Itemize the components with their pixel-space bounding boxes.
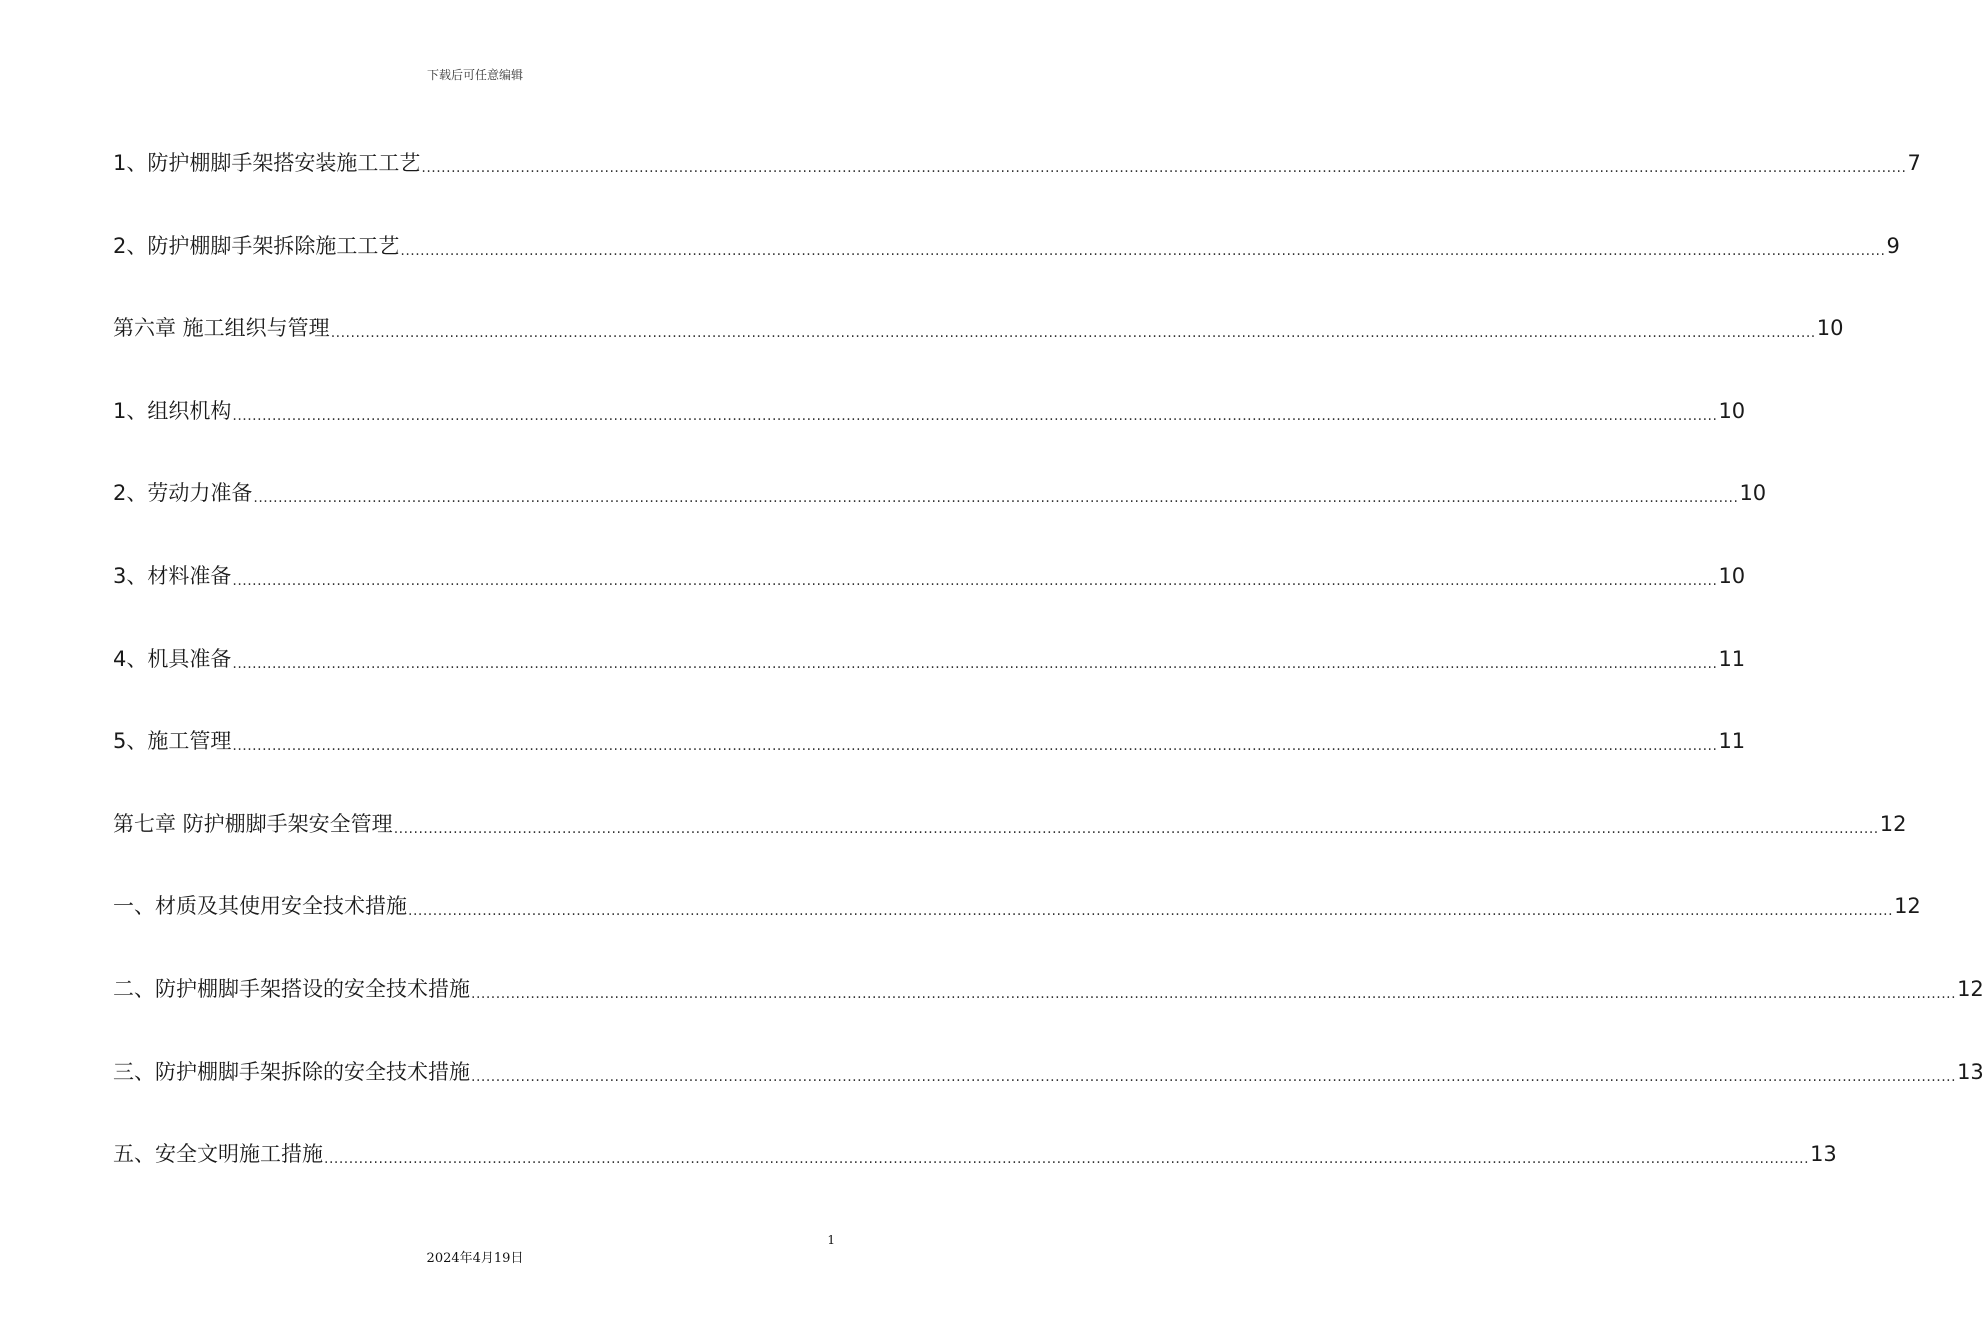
toc-entry-title: 2、劳动力准备	[113, 481, 253, 506]
toc-dot-leader: ............................................................................................................................................................................................................................................................................................................	[400, 242, 1886, 259]
toc-dot-leader: ............................................................................................................................................................................................................................................................................................................	[232, 407, 1718, 424]
toc-entry-page: 12	[1894, 894, 1921, 919]
toc-entry-page: 12	[1957, 976, 1984, 1001]
toc-entry[interactable]	[113, 556, 1746, 639]
toc-entry-page: 10	[1739, 481, 1767, 506]
toc-entry-page: 13	[1957, 1059, 1984, 1084]
toc-entry-title: 第六章 施工组织与管理	[113, 316, 330, 341]
toc-dot-leader: ............................................................................................................................................................................................................................................................................................................	[324, 1151, 1810, 1168]
toc-dot-leader: ............................................................................................................................................................................................................................................................................................................	[408, 903, 1894, 920]
toc-entry[interactable]	[113, 639, 1746, 722]
toc-entry[interactable]	[113, 391, 1746, 474]
toc-entry-title: 5、施工管理	[113, 729, 232, 754]
toc-dot-leader: ............................................................................................................................................................................................................................................................................................................	[471, 985, 1957, 1002]
toc-entry-title: 二、防护棚脚手架搭设的安全技术措施	[113, 976, 470, 1001]
toc-entry-title: 一、材质及其使用安全技术措施	[113, 894, 407, 919]
toc-entry[interactable]	[113, 226, 1900, 309]
toc-entry[interactable]	[113, 1052, 1984, 1135]
toc-dot-leader: ............................................................................................................................................................................................................................................................................................................	[393, 820, 1879, 837]
toc-entry-page: 9	[1886, 233, 1900, 258]
toc-entry-title: 1、防护棚脚手架搭安装施工工艺	[113, 151, 421, 175]
toc-entry[interactable]	[113, 308, 1844, 391]
toc-entry-page: 10	[1718, 398, 1746, 423]
toc-entry[interactable]	[113, 143, 1921, 226]
toc-dot-leader: ............................................................................................................................................................................................................................................................................................................	[232, 572, 1718, 589]
toc-dot-leader: ............................................................................................................................................................................................................................................................................................................	[253, 490, 1739, 507]
toc-dot-leader: ............................................................................................................................................................................................................................................................................................................	[330, 325, 1816, 342]
toc-entry-page: 11	[1718, 729, 1746, 754]
toc-entry-title: 五、安全文明施工措施	[113, 1142, 323, 1167]
toc-entry-page: 11	[1718, 646, 1746, 671]
page-header: 下载后可任意编辑	[426, 68, 523, 82]
toc-entry-page: 10	[1718, 563, 1746, 588]
toc-entry-page: 13	[1810, 1142, 1837, 1167]
toc-entry-page: 12	[1879, 811, 1907, 836]
toc-entry-page: 7	[1907, 151, 1921, 175]
table-of-contents	[113, 143, 1984, 1217]
toc-dot-leader: ............................................................................................................................................................................................................................................................................................................	[232, 655, 1718, 672]
toc-entry[interactable]	[113, 1134, 1837, 1217]
toc-entry[interactable]	[113, 969, 1984, 1052]
toc-entry-title: 3、材料准备	[113, 563, 232, 588]
toc-entry-page: 10	[1816, 316, 1844, 341]
page-footer-date: 2024年4月19日	[426, 1251, 524, 1266]
toc-entry-title: 2、防护棚脚手架拆除施工工艺	[113, 233, 400, 258]
toc-entry[interactable]	[113, 473, 1767, 556]
toc-entry-title: 第七章 防护棚脚手架安全管理	[113, 811, 393, 836]
toc-entry[interactable]	[113, 804, 1907, 887]
toc-dot-leader: ............................................................................................................................................................................................................................................................................................................	[421, 160, 1907, 176]
toc-entry-title: 三、防护棚脚手架拆除的安全技术措施	[113, 1059, 470, 1084]
toc-entry[interactable]	[113, 721, 1746, 804]
toc-entry-title: 1、组织机构	[113, 398, 232, 423]
toc-dot-leader: ............................................................................................................................................................................................................................................................................................................	[232, 738, 1718, 755]
toc-dot-leader: ............................................................................................................................................................................................................................................................................................................	[471, 1068, 1957, 1085]
toc-entry-title: 4、机具准备	[113, 646, 232, 671]
page-number: 1	[827, 1233, 835, 1247]
toc-entry[interactable]	[113, 886, 1921, 969]
